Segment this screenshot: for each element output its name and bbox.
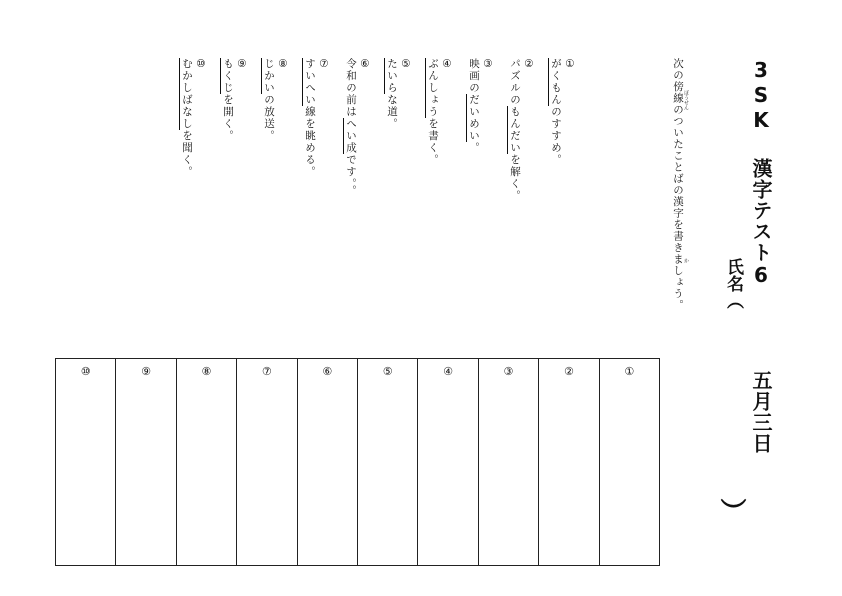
answer-box[interactable]	[115, 359, 175, 565]
question-item	[467, 58, 494, 154]
question-suffix: を聞く。	[181, 130, 193, 178]
question-target-underlined: じかい	[263, 58, 275, 94]
question-prefix: 映画の	[468, 58, 480, 94]
question-suffix: の放送。	[263, 94, 275, 142]
question-suffix: 線を眺める。	[304, 106, 316, 178]
answer-box[interactable]	[478, 359, 538, 565]
answer-box-number: ⑨	[141, 365, 151, 378]
answer-box-number: ①	[624, 365, 635, 378]
question-target-underlined: がくもん	[550, 58, 562, 106]
answer-box-number: ③	[503, 365, 514, 378]
question-suffix: な道。	[386, 94, 398, 130]
question-item	[426, 58, 453, 166]
question-target-underlined: すいへい	[304, 58, 316, 106]
answer-box[interactable]	[236, 359, 296, 565]
answer-box-number: ⑦	[261, 365, 272, 378]
answer-box[interactable]	[599, 359, 659, 565]
question-item	[221, 58, 248, 142]
question-number: ⑩	[195, 58, 207, 72]
name-field-label: 氏名（	[723, 258, 743, 309]
question-number: ⑧	[277, 58, 289, 72]
question-item	[344, 58, 371, 197]
question-suffix: を開く。	[222, 94, 234, 142]
question-item	[303, 58, 330, 178]
question-number: ⑤	[400, 58, 412, 72]
question-suffix: 。	[468, 142, 480, 154]
answer-box-number: ⑥	[322, 365, 333, 378]
answer-box[interactable]	[56, 359, 115, 565]
question-target-underlined: ぶんしょう	[427, 58, 439, 118]
answer-box-number: ⑩	[80, 365, 91, 378]
question-suffix: を解く。	[509, 154, 521, 202]
test-title: 3SK 漢字テスト6	[749, 58, 773, 288]
answer-box[interactable]	[538, 359, 598, 565]
question-target-underlined: だいめい	[468, 94, 480, 142]
question-number: ④	[441, 58, 453, 72]
instruction-text: 次の傍線のついたことばの漢字を書きましょう。	[672, 58, 684, 311]
question-target-underlined: もんだい	[509, 106, 521, 154]
question-target-underlined: むかしばなし	[181, 58, 193, 130]
question-item	[385, 58, 412, 130]
instruction-ruby-bousen: ぼうせん	[683, 90, 689, 110]
answer-box[interactable]	[357, 359, 417, 565]
name-field-close-paren: ）	[716, 498, 746, 524]
question-suffix: のすすめ。	[550, 106, 562, 166]
question-item	[508, 58, 535, 202]
answer-grid	[55, 358, 660, 566]
answer-box[interactable]	[176, 359, 236, 565]
question-prefix: パズルの	[509, 58, 521, 106]
answer-box[interactable]	[297, 359, 357, 565]
answer-box-number: ⑤	[382, 365, 393, 378]
question-number: ③	[482, 58, 494, 72]
question-suffix: です。。	[345, 154, 357, 197]
question-number: ②	[523, 58, 535, 72]
question-target-underlined: もくじ	[222, 58, 234, 94]
question-prefix: 令和の前は	[345, 58, 357, 118]
question-target-underlined: へい成	[345, 118, 357, 154]
question-number: ⑥	[359, 58, 371, 72]
instruction-ruby-kaku: か	[683, 258, 689, 263]
question-item	[549, 58, 576, 166]
question-item	[262, 58, 289, 142]
answer-box-number: ⑧	[201, 365, 212, 378]
question-number: ①	[564, 58, 576, 72]
answer-box[interactable]	[417, 359, 477, 565]
question-target-underlined: たいら	[386, 58, 398, 94]
question-suffix: を書く。	[427, 118, 439, 166]
answer-box-number: ④	[443, 365, 454, 378]
question-number: ⑨	[236, 58, 248, 72]
test-date: 五月三日	[749, 370, 773, 454]
question-item	[180, 58, 207, 178]
answer-box-number: ②	[563, 365, 574, 378]
question-number: ⑦	[318, 58, 330, 72]
